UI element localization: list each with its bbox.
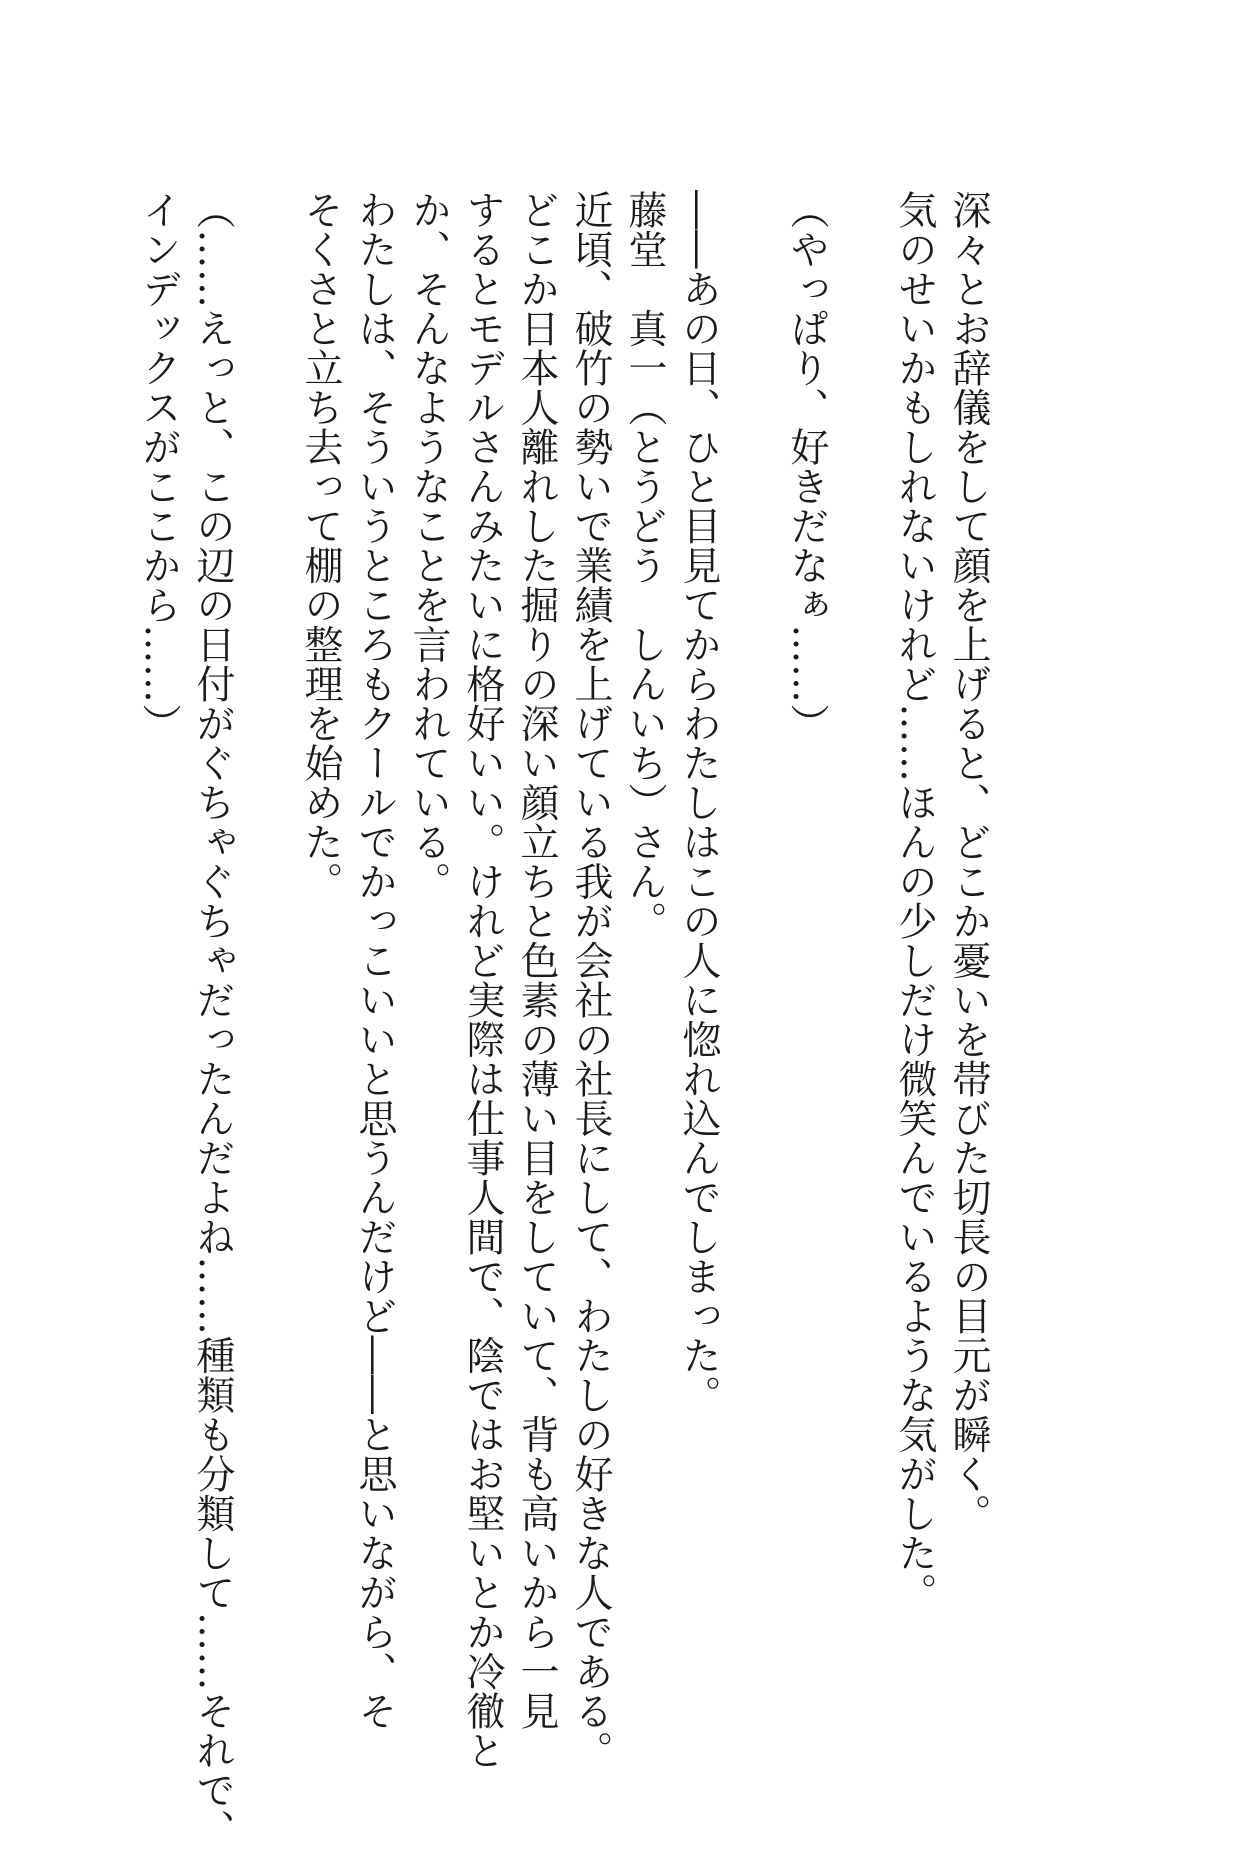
text-line-2: 気のせいかもしれないけれど……ほんの少しだけ微笑んでいるような気がした。: [892, 190, 937, 1612]
text-line-9: か、そんなようなことを言われている。: [406, 190, 451, 901]
blank-line: [833, 190, 887, 1640]
blank-line: [725, 190, 779, 1640]
blank-line: [239, 190, 293, 1640]
text-line-12: （……えっと、この辺の日付がぐちゃぐちゃだったんだよね……種類も分類して……それで、: [190, 190, 235, 1849]
text-line-8: するとモデルさんみたいに格好いい。けれど実際は仕事人間で、陰ではお堅いとか冷徹と: [460, 190, 505, 1770]
text-line-1: 深々とお辞儀をして顔を上げると、どこか憂いを帯びた切長の目元が瞬く。: [946, 190, 991, 1533]
text-line-7: どこか日本人離れした掘りの深い顔立ちと色素の薄い目をしていて、背も高いから一見: [514, 190, 559, 1731]
text-line-11: そくさと立ち去って棚の整理を始めた。: [298, 190, 343, 901]
text-line-13: インデックスがここから……）: [136, 190, 181, 743]
text-line-3: （やっぱり、好きだなぁ……）: [784, 190, 829, 743]
text-line-6: 近頃、破竹の勢いで業績を上げている我が会社の社長にして、わたしの好きな人である。: [568, 190, 613, 1770]
text-line-4: ――あの日、ひと目見てからわたしはこの人に惚れ込んでしまった。: [676, 190, 721, 1415]
text-line-10: わたしは、そういうところもクールでかっこいいと思うんだけど――と思いながら、そ: [352, 190, 397, 1731]
vertical-text-body: [131, 190, 995, 1849]
text-line-5: 藤堂 真一（とうどう しんいち）さん。: [622, 190, 667, 941]
